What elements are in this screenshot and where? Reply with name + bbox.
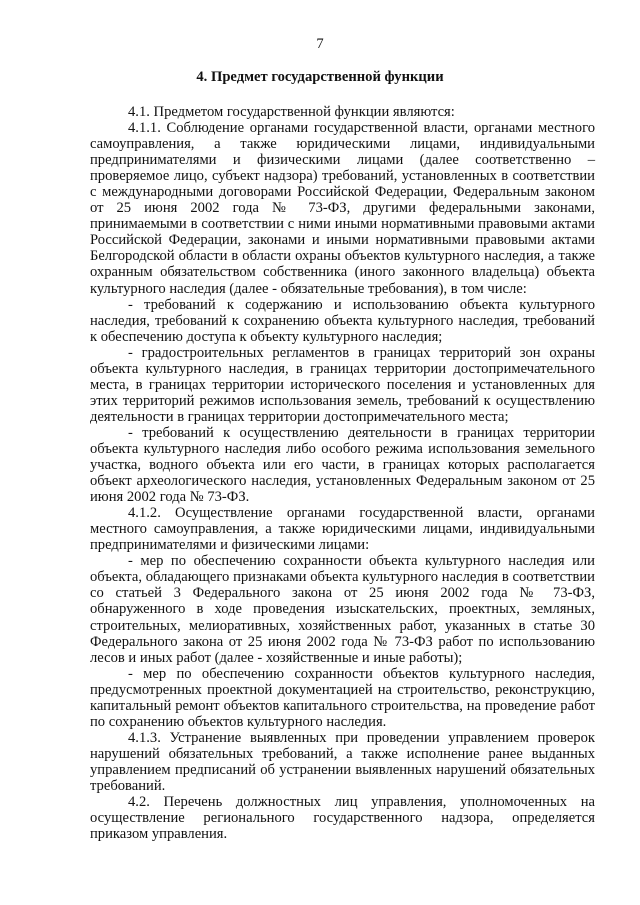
list-item-preservation-measures: - мер по обеспечению сохранности объекта культурного наследия или объекта, обладающего признаками объекта культурного наследия в соответствии со статьей 3 Федерального закона от 25 июня 2002 года № 73-ФЗ, обнаруженного в ходе проведения изыскательских, проектных, земляных, строительных, мелиоративных, хозяйственных работ, указанных в статье 30 Федерального закона от 25 июня 2002 года № 73-ФЗ работ по использованию лесов и иных работ (далее - хозяйственные и иные работы); bbox=[90, 553, 595, 666]
section-body bbox=[90, 104, 595, 842]
list-item-requirements-content: - требований к содержанию и использованию объекта культурного наследия, требований к сохранению объекта культурного наследия, требований к обеспечению доступа к объекту культурного наследия; bbox=[90, 296, 595, 345]
paragraph-4-1-3: 4.1.3. Устранение выявленных при проведении управлением проверок нарушений обязательных требований, а также исполнение ранее выданных управлением предписаний об устранении выявленных нарушений обязательных требований. bbox=[90, 729, 595, 794]
list-item-project-measures: - мер по обеспечению сохранности объектов культурного наследия, предусмотренных проектной документацией на строительство, реконструкцию, капитальный ремонт объектов капитального строительства, на проведение работ по сохранению объектов культурного наследия. bbox=[90, 665, 595, 730]
list-item-activity-requirements: - требований к осуществлению деятельности в границах территории объекта культурного наследия либо особого режима использования земельного участка, водного объекта или его части, в границах которых располагается объект археологического наследия, установленных Федеральным законом от 25 июня 2002 года № 73-ФЗ. bbox=[90, 424, 595, 506]
paragraph-4-2: 4.2. Перечень должностных лиц управления, уполномоченных на осуществление регионального государственного надзора, определяется приказом управления. bbox=[90, 794, 595, 843]
section-title: 4. Предмет государственной функции bbox=[196, 69, 444, 85]
paragraph-4-1-1: 4.1.1. Соблюдение органами государственной власти, органами местного самоуправления, а также юридическими лицами, индивидуальными предпринимателями и физическими лицами (далее соответственно – проверяемое лицо, субъект надзора) требований, установленных в соответствии с международными договорами Российской Федерации, Федеральным законом от 25 июня 2002 года № 73-ФЗ, другими федеральными законами, принимаемыми в соответствии с ними иными нормативными правовыми актами Российской Федерации, законами и иными нормативными правовыми актами Белгородской области в области охраны объектов культурного наследия, а также охранным обязательством собственника (иного законного владельца) объекта культурного наследия (далее - обязательные требования), в том числе: bbox=[90, 120, 595, 297]
list-item-urban-regulations: - градостроительных регламентов в границах территорий зон охраны объекта культурного наследия, в границах территории достопримечательного места, в границах территории исторического поселения и установленных для этих территорий режимов использования земель, требований к осуществлению деятельности в границах территории достопримечательного места; bbox=[90, 344, 595, 425]
page-number: 7 bbox=[316, 36, 324, 52]
paragraph-4-1-2: 4.1.2. Осуществление органами государственной власти, органами местного самоуправления, а также юридическими лицами, индивидуальными предпринимателями и физическими лицами: bbox=[90, 505, 595, 554]
paragraph-4-1: 4.1. Предметом государственной функции являются: bbox=[128, 104, 455, 120]
